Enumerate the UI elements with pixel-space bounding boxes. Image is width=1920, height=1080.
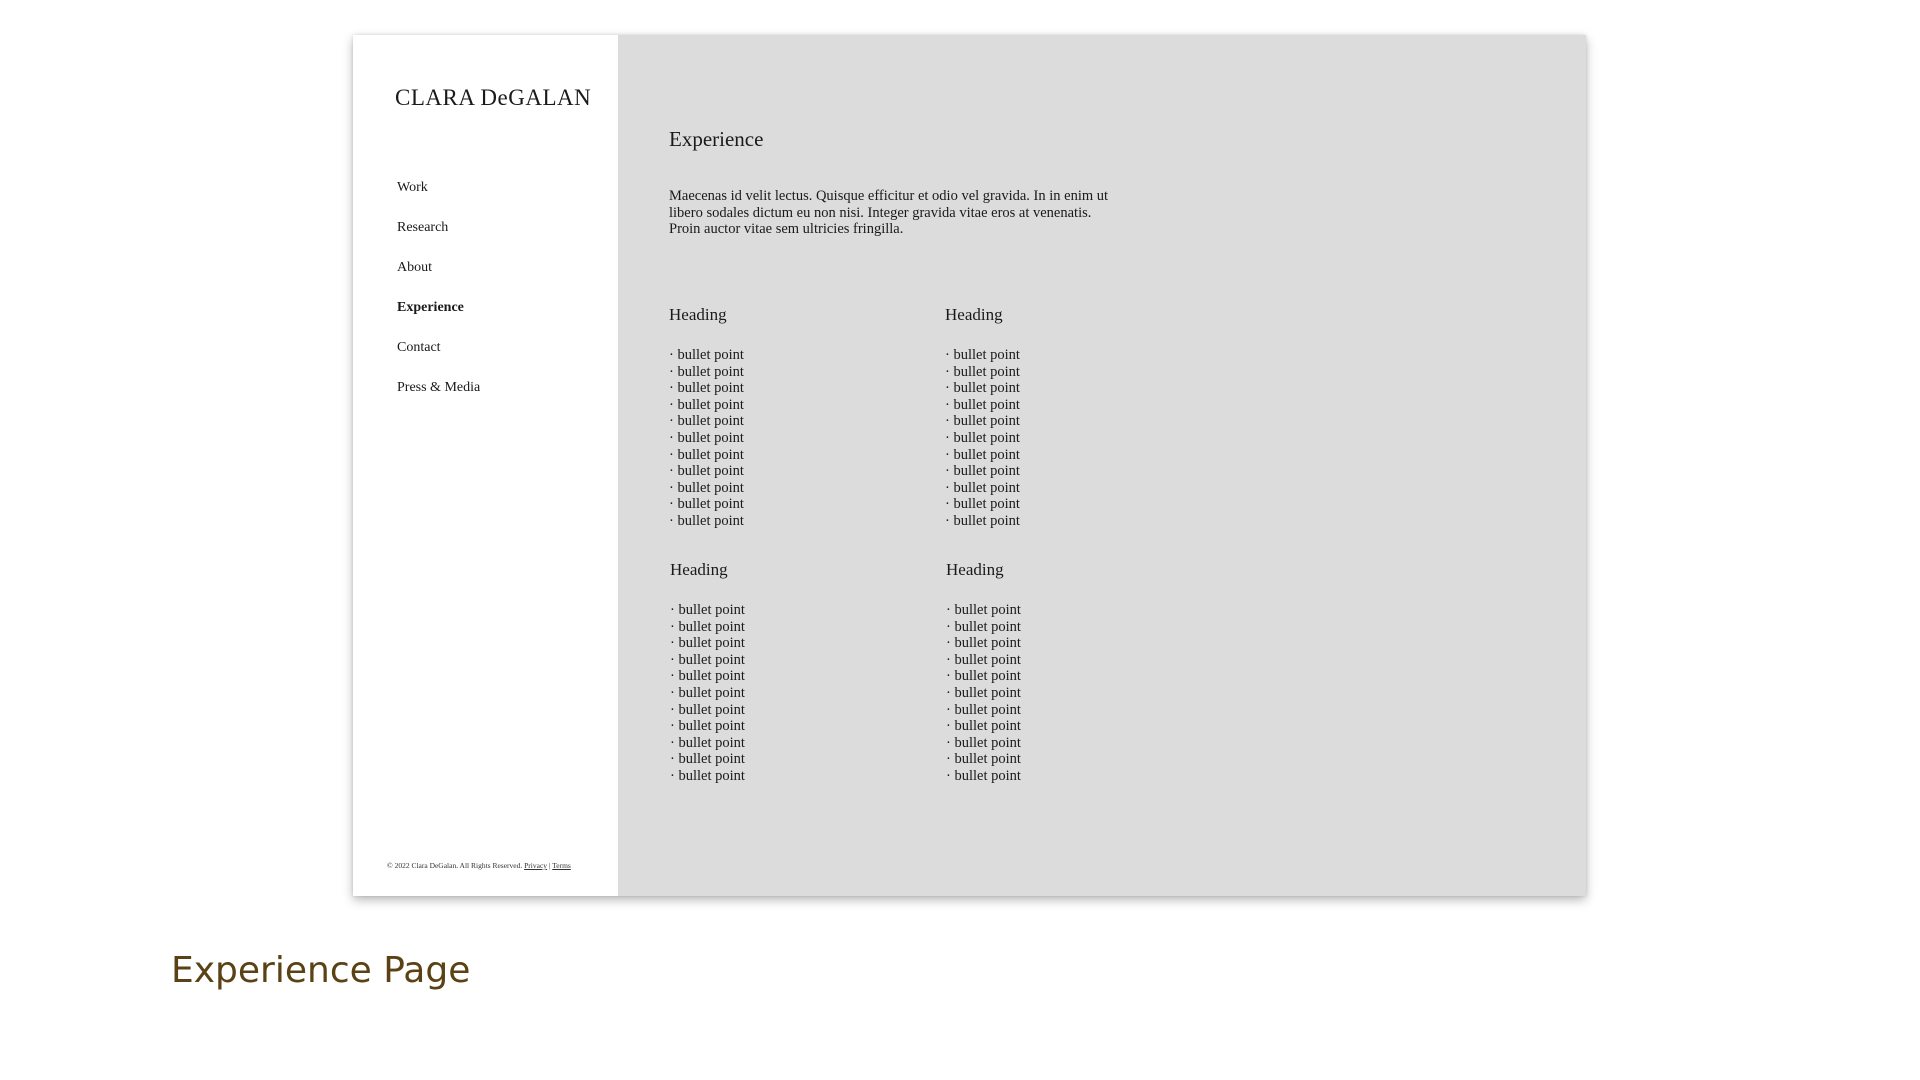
bullet-item: · bullet point	[946, 684, 1021, 701]
page-caption: Experience Page	[171, 950, 471, 991]
bullet-item: · bullet point	[669, 347, 744, 363]
nav-item-research[interactable]: Research	[397, 220, 449, 235]
bullet-item: · bullet point	[946, 701, 1021, 718]
bullet-item: · bullet point	[669, 512, 744, 529]
bullet-item: · bullet point	[945, 446, 1020, 463]
bullet-list	[945, 347, 1185, 530]
bullet-item: · bullet point	[945, 429, 1020, 446]
bullet-item: · bullet point	[670, 734, 745, 751]
nav-item-experience[interactable]: Experience	[397, 300, 464, 315]
bullet-item: · bullet point	[670, 701, 745, 718]
bullet-item: · bullet point	[946, 635, 1021, 652]
bullet-list	[669, 347, 909, 530]
main-content	[618, 35, 1586, 896]
terms-link[interactable]: Terms	[552, 861, 571, 870]
bullet-item: · bullet point	[670, 651, 745, 668]
bullet-item: · bullet point	[946, 751, 1021, 768]
bullet-item: · bullet point	[669, 413, 744, 430]
bullet-list	[670, 602, 910, 785]
bullet-item: · bullet point	[670, 684, 745, 701]
footer-separator: |	[548, 861, 551, 870]
bullet-item: · bullet point	[669, 363, 744, 380]
website-mockup	[353, 35, 1586, 896]
bullet-item: · bullet point	[945, 479, 1020, 496]
nav-item-contact[interactable]: Contact	[397, 340, 441, 355]
bullet-item: · bullet point	[946, 651, 1021, 668]
nav-item-press-media[interactable]: Press & Media	[397, 380, 481, 395]
bullet-item: · bullet point	[669, 380, 744, 397]
bullet-item: · bullet point	[669, 496, 744, 513]
bullet-item: · bullet point	[669, 446, 744, 463]
page-title: Experience	[669, 127, 764, 151]
footer	[387, 861, 571, 870]
sidebar	[353, 35, 618, 896]
bullet-item: · bullet point	[669, 479, 744, 496]
bullet-item: · bullet point	[670, 718, 745, 735]
bullet-item: · bullet point	[945, 380, 1020, 397]
bullet-item: · bullet point	[945, 396, 1020, 413]
bullet-item: · bullet point	[670, 668, 745, 685]
section-heading: Heading	[946, 560, 1004, 579]
bullet-item: · bullet point	[946, 668, 1021, 685]
section-heading: Heading	[670, 560, 728, 579]
bullet-item: · bullet point	[670, 618, 745, 635]
footer-copyright: © 2022 Clara DeGalan. All Rights Reserved.	[387, 861, 523, 870]
bullet-item: · bullet point	[946, 734, 1021, 751]
experience-section	[946, 560, 1186, 785]
experience-section	[669, 305, 909, 530]
nav-item-about[interactable]: About	[397, 260, 432, 275]
intro-paragraph: Maecenas id velit lectus. Quisque efficitur et odio vel gravida. In in enim ut libero sodales dictum eu non nisi. Integer gravida vitae eros at venenatis. Proin auctor vitae sem ultricies fringilla.	[669, 188, 1109, 237]
privacy-link[interactable]: Privacy	[524, 861, 548, 870]
bullet-item: · bullet point	[946, 602, 1021, 618]
bullet-list	[946, 602, 1186, 785]
bullet-item: · bullet point	[945, 496, 1020, 513]
bullet-item: · bullet point	[669, 463, 744, 480]
nav-menu	[397, 168, 480, 408]
bullet-item: · bullet point	[670, 767, 745, 784]
experience-section	[945, 305, 1185, 530]
bullet-item: · bullet point	[945, 512, 1020, 529]
experience-section	[670, 560, 910, 785]
bullet-item: · bullet point	[670, 751, 745, 768]
bullet-item: · bullet point	[945, 413, 1020, 430]
bullet-item: · bullet point	[669, 429, 744, 446]
bullet-item: · bullet point	[946, 618, 1021, 635]
bullet-item: · bullet point	[946, 767, 1021, 784]
bullet-item: · bullet point	[946, 718, 1021, 735]
nav-item-work[interactable]: Work	[397, 180, 428, 195]
bullet-item: · bullet point	[670, 602, 745, 618]
section-heading: Heading	[669, 305, 727, 324]
site-logo[interactable]: CLARA DeGALAN	[395, 85, 592, 110]
bullet-item: · bullet point	[945, 463, 1020, 480]
section-heading: Heading	[945, 305, 1003, 324]
bullet-item: · bullet point	[670, 635, 745, 652]
bullet-item: · bullet point	[945, 347, 1020, 363]
bullet-item: · bullet point	[945, 363, 1020, 380]
bullet-item: · bullet point	[669, 396, 744, 413]
